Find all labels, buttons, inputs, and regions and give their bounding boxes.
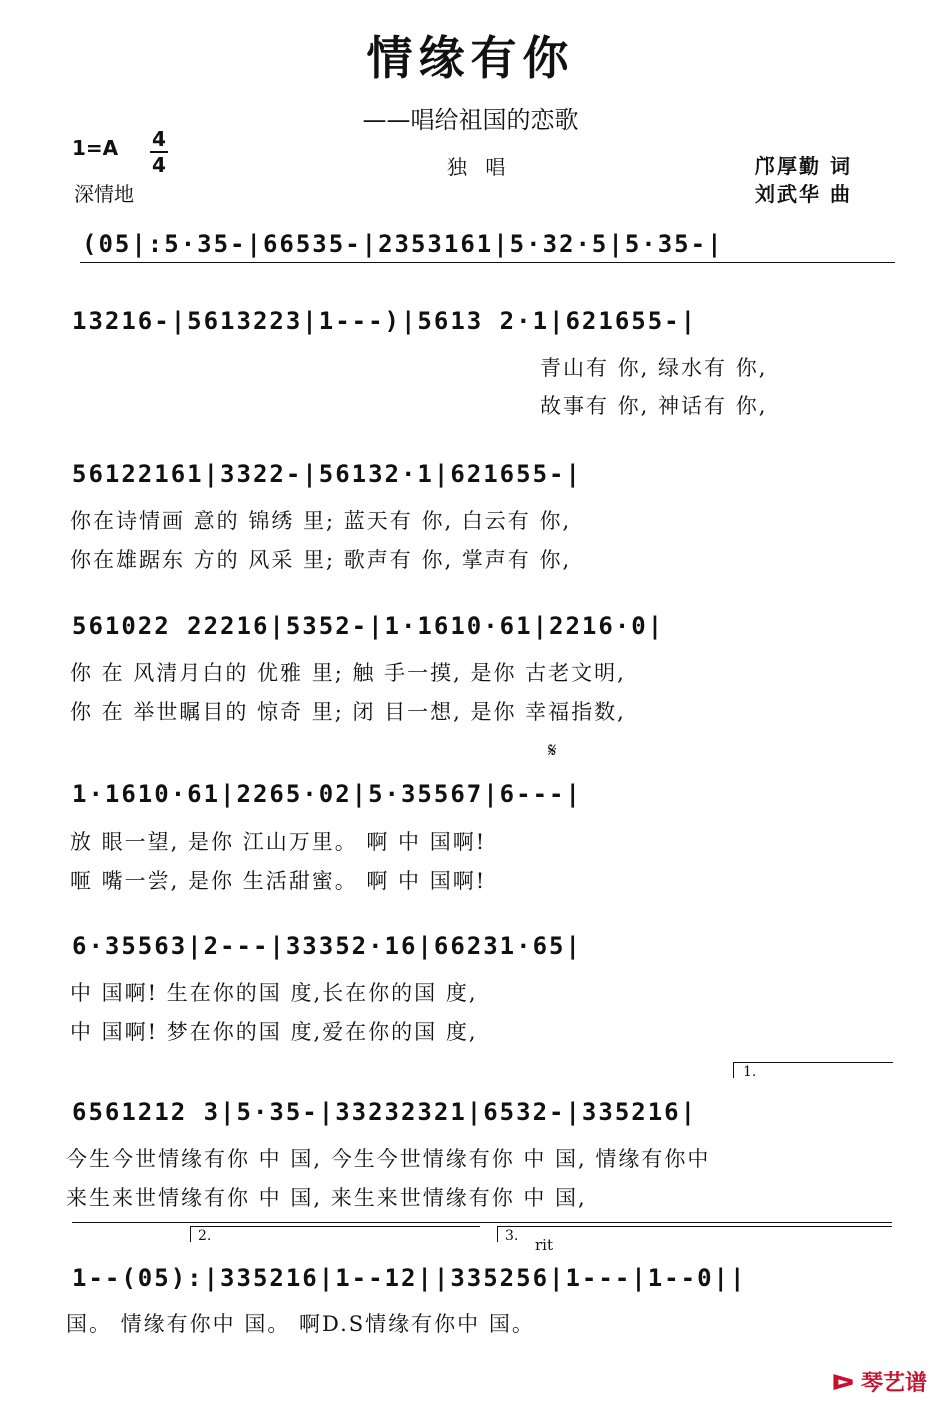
notation-row-5: 1·1610·61|2265·02|5·35567|6---| (72, 780, 582, 808)
song-title: 情缘有你 (366, 31, 575, 85)
volta-1-bracket (733, 1062, 893, 1063)
lyric-row-7-verse-1: 今生今世情缘有你 中 国, 今生今世情缘有你 中 国, 情缘有你中 (66, 1147, 711, 1171)
expression-marking: 深情地 (74, 182, 134, 206)
performance-type: 独 唱 (447, 155, 512, 179)
lyric-row-6-verse-1: 中 国啊! 生在你的国 度,长在你的国 度, (70, 981, 478, 1005)
volta-1-label: 1. (743, 1064, 757, 1080)
volta-1-underline (72, 1222, 892, 1223)
lyric-row-3-verse-2: 你在雄踞东 方的 风采 里; 歌声有 你, 掌声有 你, (70, 548, 572, 572)
notation-row-8: 1--(05):|335216|1--12||335256|1---|1--0|| (72, 1264, 747, 1292)
time-signature (150, 127, 168, 177)
lyric-row-6-verse-2: 中 国啊! 梦在你的国 度,爱在你的国 度, (70, 1020, 478, 1044)
segno-sign: 𝄋 (548, 738, 557, 762)
lyric-row-8-verse-1: 国。 情缘有你中 国。 啊D.S情缘有你中 国。 (66, 1312, 535, 1336)
notation-row-6: 6·35563|2---|33352·16|66231·65| (72, 932, 582, 960)
notation-underline-1 (80, 262, 895, 263)
volta-3-bracket-side (497, 1226, 498, 1242)
lyricist-credit: 邝厚勤 词 (755, 154, 852, 178)
ritardando-mark: rit (535, 1236, 553, 1254)
song-subtitle: ——唱给祖国的恋歌 (362, 106, 579, 134)
volta-1-bracket-side (733, 1062, 734, 1078)
lyric-row-2-verse-2: 故事有 你, 神话有 你, (540, 394, 768, 418)
lyric-row-7-verse-2: 来生来世情缘有你 中 国, 来生来世情缘有你 中 国, (66, 1186, 587, 1210)
notation-row-3: 56122161|3322-|56132·1|621655-| (72, 460, 582, 488)
volta-2-label: 2. (198, 1228, 212, 1244)
notation-row-4: 561022 22216|5352-|1·1610·61|2216·0| (72, 612, 665, 640)
notation-row-1: (05|:5·35-|66535-|2353161|5·32·5|5·35-| (82, 230, 724, 258)
volta-2-bracket-side (190, 1226, 191, 1242)
site-watermark (833, 1366, 927, 1397)
composer-credit: 刘武华 曲 (755, 182, 852, 206)
time-signature-bottom: 4 (152, 153, 166, 177)
key-signature: 1=A (72, 136, 119, 160)
volta-3-label: 3. (505, 1228, 519, 1244)
watermark-text: 琴艺谱 (860, 1371, 927, 1396)
logo-icon: ᐅ (831, 1371, 856, 1396)
lyric-row-5-verse-2: 咂 嘴一尝, 是你 生活甜蜜。 啊 中 国啊! (70, 869, 487, 893)
lyric-row-2-verse-1: 青山有 你, 绿水有 你, (540, 356, 768, 380)
volta-2-bracket (190, 1226, 480, 1227)
lyric-row-4-verse-2: 你 在 举世瞩目的 惊奇 里; 闭 目一想, 是你 幸福指数, (70, 700, 626, 724)
volta-3-bracket (497, 1226, 892, 1227)
lyric-row-3-verse-1: 你在诗情画 意的 锦绣 里; 蓝天有 你, 白云有 你, (70, 509, 572, 533)
lyric-row-4-verse-1: 你 在 风清月白的 优雅 里; 触 手一摸, 是你 古老文明, (70, 661, 626, 685)
notation-row-7: 6561212 3|5·35-|33232321|6532-|335216| (72, 1098, 698, 1126)
lyric-row-5-verse-1: 放 眼一望, 是你 江山万里。 啊 中 国啊! (70, 830, 487, 854)
notation-row-2: 13216-|5613223|1---)|5613 2·1|621655-| (72, 307, 698, 335)
time-signature-top: 4 (152, 127, 166, 151)
